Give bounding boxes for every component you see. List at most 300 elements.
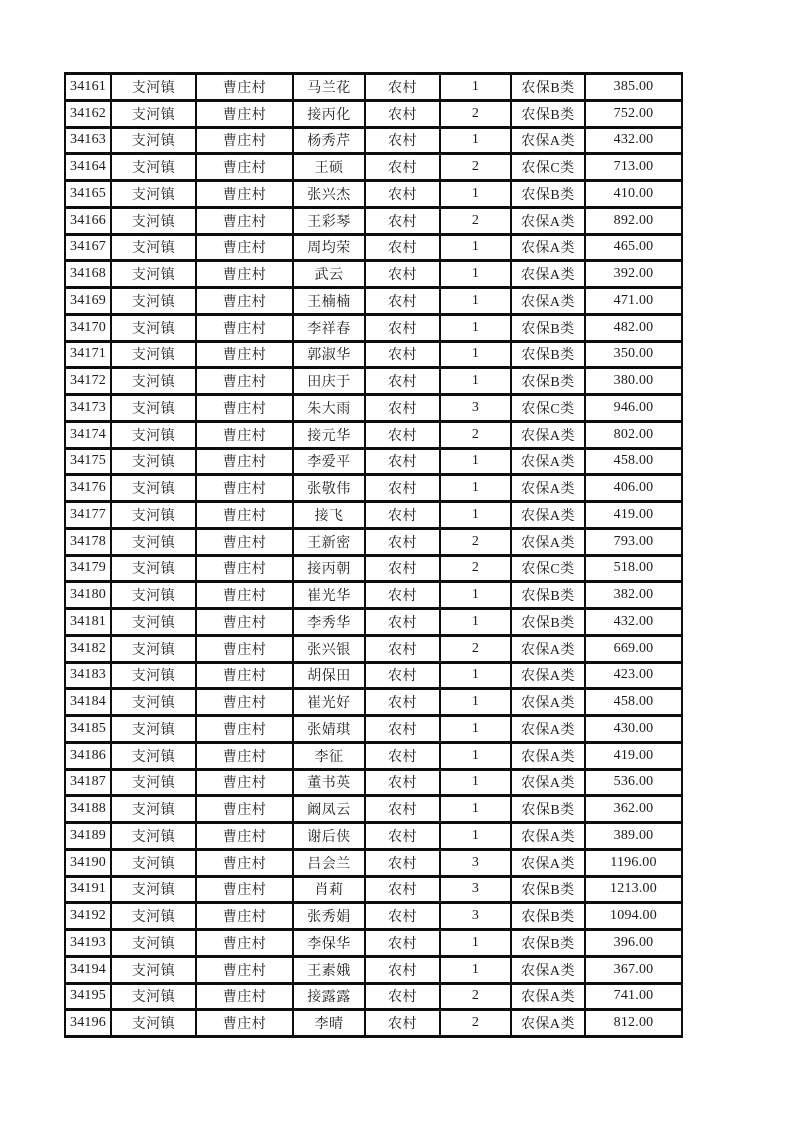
cell-town: 支河镇 [111,555,196,582]
cell-insurance-category: 农保A类 [511,288,585,315]
table-row [65,796,682,823]
cell-residence-type: 农村 [365,823,440,850]
cell-serial-number: 34164 [65,154,111,181]
cell-person-name: 武云 [293,261,365,288]
cell-serial-number: 34174 [65,421,111,448]
cell-person-count: 2 [440,1010,511,1037]
cell-town: 支河镇 [111,769,196,796]
cell-person-count: 3 [440,849,511,876]
cell-amount: 1213.00 [585,876,682,903]
cell-town: 支河镇 [111,207,196,234]
cell-village: 曹庄村 [196,983,293,1010]
cell-residence-type: 农村 [365,154,440,181]
table-row [65,1010,682,1037]
cell-amount: 432.00 [585,127,682,154]
cell-amount: 396.00 [585,930,682,957]
cell-serial-number: 34188 [65,796,111,823]
cell-amount: 350.00 [585,341,682,368]
cell-town: 支河镇 [111,234,196,261]
cell-person-count: 1 [440,609,511,636]
table-row [65,395,682,422]
cell-insurance-category: 农保B类 [511,74,585,101]
cell-person-count: 2 [440,555,511,582]
cell-village: 曹庄村 [196,528,293,555]
cell-residence-type: 农村 [365,395,440,422]
cell-person-name: 胡保田 [293,662,365,689]
cell-residence-type: 农村 [365,288,440,315]
cell-amount: 536.00 [585,769,682,796]
cell-town: 支河镇 [111,395,196,422]
table-row [65,207,682,234]
cell-amount: 419.00 [585,742,682,769]
cell-village: 曹庄村 [196,74,293,101]
cell-town: 支河镇 [111,849,196,876]
cell-residence-type: 农村 [365,100,440,127]
cell-town: 支河镇 [111,956,196,983]
cell-person-name: 李爱平 [293,448,365,475]
cell-insurance-category: 农保B类 [511,341,585,368]
cell-amount: 385.00 [585,74,682,101]
cell-town: 支河镇 [111,502,196,529]
cell-residence-type: 农村 [365,74,440,101]
cell-amount: 389.00 [585,823,682,850]
cell-person-name: 马兰花 [293,74,365,101]
cell-serial-number: 34170 [65,314,111,341]
cell-residence-type: 农村 [365,849,440,876]
cell-village: 曹庄村 [196,475,293,502]
cell-town: 支河镇 [111,421,196,448]
beneficiary-table [64,72,683,1038]
cell-person-name: 张婧琪 [293,716,365,743]
cell-serial-number: 34163 [65,127,111,154]
cell-village: 曹庄村 [196,689,293,716]
cell-serial-number: 34161 [65,74,111,101]
cell-insurance-category: 农保A类 [511,689,585,716]
cell-insurance-category: 农保A类 [511,849,585,876]
cell-residence-type: 农村 [365,368,440,395]
cell-person-count: 2 [440,100,511,127]
cell-person-count: 1 [440,448,511,475]
cell-amount: 946.00 [585,395,682,422]
cell-person-count: 1 [440,127,511,154]
cell-town: 支河镇 [111,876,196,903]
cell-person-count: 2 [440,421,511,448]
cell-amount: 382.00 [585,582,682,609]
cell-person-count: 1 [440,234,511,261]
cell-amount: 406.00 [585,475,682,502]
cell-person-count: 1 [440,582,511,609]
cell-village: 曹庄村 [196,796,293,823]
cell-amount: 423.00 [585,662,682,689]
table-row [65,502,682,529]
cell-residence-type: 农村 [365,448,440,475]
cell-person-count: 1 [440,181,511,208]
cell-person-name: 崔光华 [293,582,365,609]
cell-village: 曹庄村 [196,555,293,582]
cell-insurance-category: 农保A类 [511,502,585,529]
cell-amount: 892.00 [585,207,682,234]
table-row [65,448,682,475]
cell-town: 支河镇 [111,1010,196,1037]
cell-town: 支河镇 [111,582,196,609]
cell-person-count: 1 [440,796,511,823]
cell-town: 支河镇 [111,100,196,127]
cell-insurance-category: 农保B类 [511,314,585,341]
cell-serial-number: 34162 [65,100,111,127]
cell-residence-type: 农村 [365,207,440,234]
cell-serial-number: 34183 [65,662,111,689]
cell-village: 曹庄村 [196,1010,293,1037]
table-row [65,475,682,502]
table-row [65,635,682,662]
cell-amount: 458.00 [585,448,682,475]
cell-insurance-category: 农保B类 [511,876,585,903]
cell-serial-number: 34172 [65,368,111,395]
cell-person-name: 吕会兰 [293,849,365,876]
cell-insurance-category: 农保B类 [511,181,585,208]
cell-amount: 419.00 [585,502,682,529]
cell-serial-number: 34190 [65,849,111,876]
cell-serial-number: 34166 [65,207,111,234]
cell-residence-type: 农村 [365,635,440,662]
cell-village: 曹庄村 [196,207,293,234]
cell-town: 支河镇 [111,635,196,662]
cell-person-count: 2 [440,528,511,555]
cell-residence-type: 农村 [365,689,440,716]
cell-person-name: 张兴杰 [293,181,365,208]
cell-person-name: 接飞 [293,502,365,529]
cell-person-name: 朱大雨 [293,395,365,422]
cell-person-count: 1 [440,689,511,716]
cell-serial-number: 34169 [65,288,111,315]
cell-amount: 1196.00 [585,849,682,876]
cell-person-count: 2 [440,154,511,181]
cell-serial-number: 34175 [65,448,111,475]
cell-residence-type: 农村 [365,876,440,903]
cell-town: 支河镇 [111,181,196,208]
table-row [65,341,682,368]
cell-village: 曹庄村 [196,368,293,395]
cell-person-name: 王彩琴 [293,207,365,234]
cell-serial-number: 34181 [65,609,111,636]
cell-person-name: 接元华 [293,421,365,448]
cell-person-count: 1 [440,769,511,796]
cell-town: 支河镇 [111,314,196,341]
cell-insurance-category: 农保A类 [511,823,585,850]
cell-amount: 812.00 [585,1010,682,1037]
cell-person-count: 1 [440,288,511,315]
cell-person-count: 1 [440,475,511,502]
cell-insurance-category: 农保A类 [511,742,585,769]
table-row [65,903,682,930]
cell-residence-type: 农村 [365,341,440,368]
cell-town: 支河镇 [111,983,196,1010]
cell-residence-type: 农村 [365,716,440,743]
cell-insurance-category: 农保A类 [511,421,585,448]
cell-village: 曹庄村 [196,234,293,261]
cell-person-name: 李征 [293,742,365,769]
cell-residence-type: 农村 [365,930,440,957]
cell-person-name: 张敬伟 [293,475,365,502]
cell-insurance-category: 农保B类 [511,582,585,609]
table-row [65,74,682,101]
cell-village: 曹庄村 [196,956,293,983]
cell-village: 曹庄村 [196,127,293,154]
cell-serial-number: 34165 [65,181,111,208]
table-row [65,582,682,609]
cell-residence-type: 农村 [365,742,440,769]
cell-insurance-category: 农保A类 [511,475,585,502]
cell-person-name: 王楠楠 [293,288,365,315]
cell-village: 曹庄村 [196,582,293,609]
cell-person-count: 1 [440,956,511,983]
cell-serial-number: 34173 [65,395,111,422]
cell-village: 曹庄村 [196,742,293,769]
cell-amount: 669.00 [585,635,682,662]
cell-town: 支河镇 [111,288,196,315]
cell-person-count: 1 [440,823,511,850]
table-row [65,823,682,850]
cell-insurance-category: 农保B类 [511,930,585,957]
cell-insurance-category: 农保A类 [511,234,585,261]
table-row [65,127,682,154]
cell-insurance-category: 农保B类 [511,100,585,127]
table-row [65,930,682,957]
cell-serial-number: 34186 [65,742,111,769]
table-row [65,261,682,288]
cell-village: 曹庄村 [196,502,293,529]
cell-serial-number: 34191 [65,876,111,903]
cell-amount: 380.00 [585,368,682,395]
cell-town: 支河镇 [111,716,196,743]
cell-insurance-category: 农保A类 [511,662,585,689]
table-row [65,983,682,1010]
table-row [65,742,682,769]
cell-serial-number: 34182 [65,635,111,662]
cell-village: 曹庄村 [196,341,293,368]
cell-residence-type: 农村 [365,261,440,288]
cell-amount: 410.00 [585,181,682,208]
cell-person-name: 接露露 [293,983,365,1010]
cell-insurance-category: 农保A类 [511,1010,585,1037]
cell-residence-type: 农村 [365,609,440,636]
cell-insurance-category: 农保A类 [511,448,585,475]
cell-person-name: 接丙化 [293,100,365,127]
cell-town: 支河镇 [111,930,196,957]
table-body [65,74,682,1037]
cell-village: 曹庄村 [196,421,293,448]
cell-person-count: 1 [440,662,511,689]
cell-serial-number: 34167 [65,234,111,261]
cell-amount: 430.00 [585,716,682,743]
cell-person-name: 肖莉 [293,876,365,903]
cell-town: 支河镇 [111,609,196,636]
cell-residence-type: 农村 [365,903,440,930]
cell-town: 支河镇 [111,341,196,368]
cell-insurance-category: 农保B类 [511,368,585,395]
cell-person-name: 李保华 [293,930,365,957]
cell-person-name: 李祥春 [293,314,365,341]
table-row [65,181,682,208]
cell-town: 支河镇 [111,742,196,769]
cell-village: 曹庄村 [196,181,293,208]
cell-serial-number: 34168 [65,261,111,288]
cell-village: 曹庄村 [196,716,293,743]
cell-person-count: 1 [440,716,511,743]
cell-amount: 802.00 [585,421,682,448]
cell-person-name: 郭淑华 [293,341,365,368]
table-row [65,528,682,555]
cell-person-count: 1 [440,742,511,769]
cell-village: 曹庄村 [196,609,293,636]
cell-town: 支河镇 [111,662,196,689]
cell-village: 曹庄村 [196,261,293,288]
cell-amount: 392.00 [585,261,682,288]
cell-serial-number: 34176 [65,475,111,502]
cell-town: 支河镇 [111,261,196,288]
cell-serial-number: 34194 [65,956,111,983]
cell-person-name: 田庆于 [293,368,365,395]
cell-person-name: 王素娥 [293,956,365,983]
cell-village: 曹庄村 [196,876,293,903]
cell-person-name: 谢后侠 [293,823,365,850]
cell-residence-type: 农村 [365,181,440,208]
cell-town: 支河镇 [111,127,196,154]
cell-amount: 518.00 [585,555,682,582]
cell-town: 支河镇 [111,368,196,395]
cell-person-count: 1 [440,261,511,288]
cell-village: 曹庄村 [196,448,293,475]
cell-person-name: 崔光好 [293,689,365,716]
cell-person-count: 2 [440,635,511,662]
cell-insurance-category: 农保A类 [511,127,585,154]
cell-insurance-category: 农保C类 [511,154,585,181]
table-row [65,368,682,395]
cell-person-count: 1 [440,502,511,529]
table-row [65,609,682,636]
cell-village: 曹庄村 [196,314,293,341]
cell-residence-type: 农村 [365,555,440,582]
table-row [65,154,682,181]
cell-residence-type: 农村 [365,475,440,502]
cell-person-name: 李晴 [293,1010,365,1037]
table-row [65,689,682,716]
table-row [65,956,682,983]
cell-insurance-category: 农保B类 [511,609,585,636]
cell-amount: 713.00 [585,154,682,181]
cell-person-count: 3 [440,395,511,422]
table-row [65,876,682,903]
cell-person-count: 1 [440,341,511,368]
cell-serial-number: 34178 [65,528,111,555]
cell-village: 曹庄村 [196,635,293,662]
cell-residence-type: 农村 [365,956,440,983]
cell-person-name: 王新密 [293,528,365,555]
cell-amount: 465.00 [585,234,682,261]
table-row [65,234,682,261]
cell-person-name: 阚凤云 [293,796,365,823]
cell-amount: 741.00 [585,983,682,1010]
cell-town: 支河镇 [111,689,196,716]
cell-serial-number: 34195 [65,983,111,1010]
cell-amount: 471.00 [585,288,682,315]
cell-town: 支河镇 [111,448,196,475]
cell-person-count: 2 [440,207,511,234]
cell-serial-number: 34189 [65,823,111,850]
cell-serial-number: 34171 [65,341,111,368]
cell-amount: 752.00 [585,100,682,127]
cell-serial-number: 34193 [65,930,111,957]
cell-person-count: 1 [440,930,511,957]
cell-village: 曹庄村 [196,395,293,422]
table-row [65,769,682,796]
cell-amount: 793.00 [585,528,682,555]
cell-insurance-category: 农保C类 [511,395,585,422]
cell-residence-type: 农村 [365,502,440,529]
cell-residence-type: 农村 [365,127,440,154]
cell-residence-type: 农村 [365,796,440,823]
cell-residence-type: 农村 [365,234,440,261]
cell-person-name: 接丙朝 [293,555,365,582]
cell-residence-type: 农村 [365,769,440,796]
cell-serial-number: 34177 [65,502,111,529]
cell-insurance-category: 农保A类 [511,207,585,234]
cell-amount: 482.00 [585,314,682,341]
cell-village: 曹庄村 [196,100,293,127]
cell-insurance-category: 农保A类 [511,635,585,662]
cell-person-name: 张秀娟 [293,903,365,930]
cell-town: 支河镇 [111,796,196,823]
cell-serial-number: 34187 [65,769,111,796]
cell-village: 曹庄村 [196,288,293,315]
cell-insurance-category: 农保B类 [511,796,585,823]
cell-person-count: 1 [440,74,511,101]
table-row [65,716,682,743]
cell-person-count: 3 [440,903,511,930]
cell-residence-type: 农村 [365,983,440,1010]
cell-town: 支河镇 [111,823,196,850]
cell-serial-number: 34196 [65,1010,111,1037]
cell-insurance-category: 农保A类 [511,983,585,1010]
cell-insurance-category: 农保A类 [511,956,585,983]
cell-person-count: 2 [440,983,511,1010]
cell-person-count: 1 [440,368,511,395]
cell-insurance-category: 农保A类 [511,769,585,796]
table-row [65,100,682,127]
cell-insurance-category: 农保B类 [511,903,585,930]
cell-village: 曹庄村 [196,662,293,689]
cell-person-name: 周均荣 [293,234,365,261]
cell-amount: 367.00 [585,956,682,983]
cell-amount: 1094.00 [585,903,682,930]
cell-person-name: 杨秀芹 [293,127,365,154]
cell-town: 支河镇 [111,475,196,502]
cell-residence-type: 农村 [365,314,440,341]
cell-person-name: 董书英 [293,769,365,796]
cell-person-count: 3 [440,876,511,903]
table-row [65,421,682,448]
cell-village: 曹庄村 [196,930,293,957]
cell-residence-type: 农村 [365,582,440,609]
cell-amount: 362.00 [585,796,682,823]
cell-residence-type: 农村 [365,1010,440,1037]
table-row [65,555,682,582]
table-row [65,288,682,315]
cell-serial-number: 34184 [65,689,111,716]
cell-serial-number: 34180 [65,582,111,609]
cell-residence-type: 农村 [365,662,440,689]
table-row [65,662,682,689]
